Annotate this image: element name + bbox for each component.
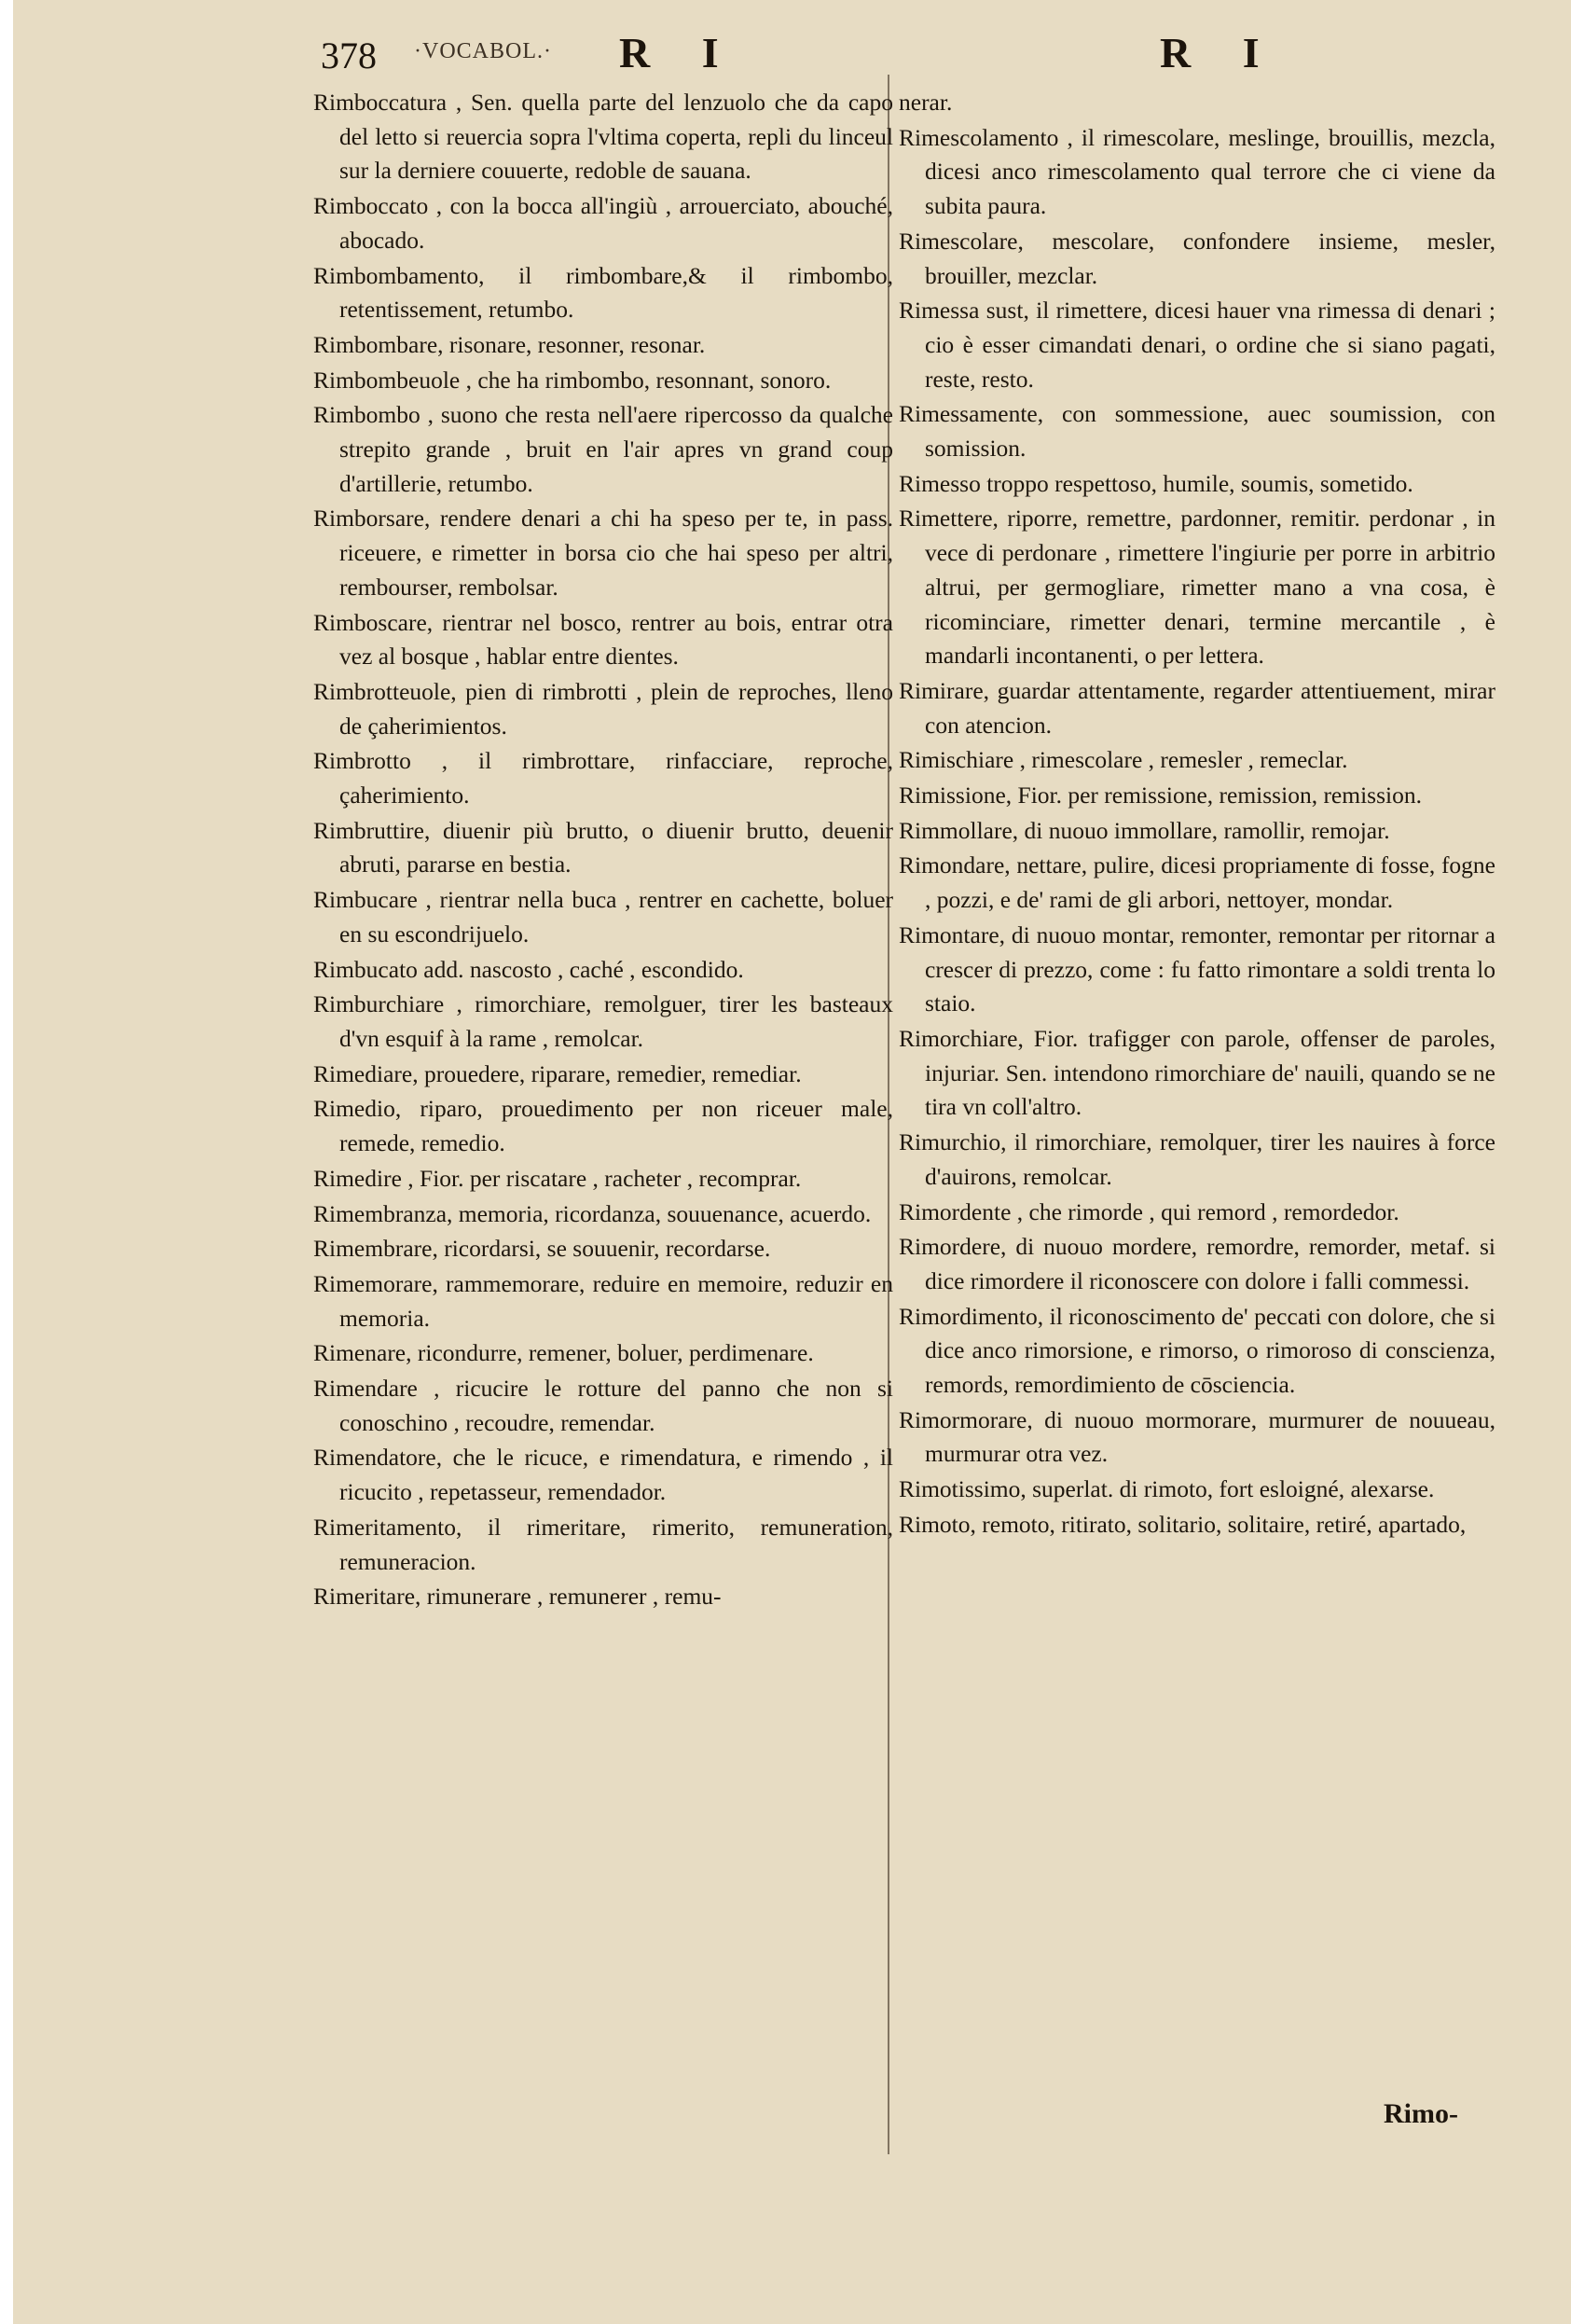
dictionary-entry: Rimenare, ricondurre, remener, boluer, perdimenare.: [313, 1339, 814, 1367]
dictionary-entry: Rimedio, riparo, prouedimento per non riceuer male, remede, remedio.: [313, 1095, 893, 1157]
dictionary-entry: Rimbucare , rientrar nella buca , rentrer en cachette, boluer en su escondrijuelo.: [313, 886, 893, 948]
catchword: Rimo-: [1384, 2098, 1458, 2129]
dictionary-entry: Rimirare, guardar attentamente, regarder attentiuement, mirar con atencion.: [899, 676, 1495, 739]
dictionary-entry: Rimembrare, ricordarsi, se souuenir, recordarse.: [313, 1235, 771, 1263]
dictionary-entry: Rimendatore, che le ricuce, e rimendatura, e rimendo , il ricucito , repetasseur, remendador.: [313, 1444, 893, 1506]
dictionary-entry: Rimischiare , rimescolare , remesler , remeclar.: [899, 746, 1348, 774]
left-running-head: R I: [619, 29, 739, 76]
dictionary-entry: Rimeritamento, il rimeritare, rimerito, remuneration, remuneracion.: [313, 1513, 893, 1575]
dictionary-entry: Rimoto, remoto, ritirato, solitario, solitaire, retiré, apartado,: [899, 1510, 1467, 1538]
dictionary-entry: Rimesso troppo respettoso, humile, soumis, sometido.: [899, 469, 1413, 497]
dictionary-entry: Rimbombare, risonare, resonner, resonar.: [313, 330, 706, 358]
book-page: [13, 0, 1571, 2324]
dictionary-entry: Rimbrotteuole, pien di rimbrotti , plein de reproches, lleno de çaherimientos.: [313, 677, 893, 740]
right-running-head: R I: [1160, 29, 1280, 76]
dictionary-entry: Rimordimento, il riconoscimento de' peccati con dolore, che si dice anco rimorsione, e rimorso, o rimoroso di conscienza, remords, remordimiento de cōsciencia.: [899, 1302, 1495, 1399]
dictionary-entry: Rimbruttire, diuenir più brutto, o diuenir brutto, deuenir abruti, pararse en bestia.: [313, 816, 893, 878]
dictionary-entry: Rimorchiare, Fior. trafigger con parole, offenser de paroles, injuriar. Sen. intendono rimorchiare de' nauili, quando se ne tira vn coll'altro.: [899, 1024, 1495, 1121]
dictionary-entry: Rimbombamento, il rimbombare,& il rimbombo, retentissement, retumbo.: [313, 261, 893, 324]
dictionary-entry: nerar.: [899, 89, 953, 116]
dictionary-entry: Rimbombo , suono che resta nell'aere ripercosso da qualche strepito grande , bruit en l'air apres vn grand coup d'artillerie, retumbo.: [313, 401, 893, 497]
dictionary-entry: Rimondare, nettare, pulire, dicesi propriamente di fosse, fogne , pozzi, e de' rami de gli arbori, nettoyer, mondar.: [899, 851, 1495, 914]
dictionary-entry: Rimeritare, rimunerare , remunerer , remu-: [313, 1583, 722, 1611]
right-column: [899, 86, 1495, 1543]
dictionary-entry: Rimbucato add. nascosto , caché , escondido.: [313, 955, 744, 983]
dictionary-entry: Rimbrotto , il rimbrottare, rinfacciare, reproche, çaherimiento.: [313, 747, 893, 809]
page-header: [13, 28, 1571, 84]
dictionary-entry: Rimboscare, rientrar nel bosco, rentrer au bois, entrar otra vez al bosque , hablar entre dientes.: [313, 608, 893, 671]
dictionary-entry: Rimordente , che rimorde , qui remord , remordedor.: [899, 1197, 1399, 1225]
dictionary-entry: Rimontare, di nuouo montar, remonter, remontar per ritornar a crescer di prezzo, come : fu fatto rimontare a soldi trenta lo staio.: [899, 920, 1495, 1017]
dictionary-entry: Rimordere, di nuouo mordere, remordre, remorder, metaf. si dice rimordere il riconoscere con dolore i falli commessi.: [899, 1233, 1495, 1294]
left-column: [313, 86, 893, 1615]
dictionary-entry: Rimboccato , con la bocca all'ingiù , arrouerciato, abouché, abocado.: [313, 192, 893, 254]
dictionary-entry: Rimessamente, con sommessione, auec soumission, con somission.: [899, 400, 1495, 463]
dictionary-entry: Rimurchio, il rimorchiare, remolquer, tirer les nauires à force d'auirons, remolcar.: [899, 1128, 1495, 1190]
header-ornament: ·VOCABOL.·: [414, 39, 552, 63]
dictionary-entry: Rimendare , ricucire le rotture del panno che non si conoschino , recoudre, remendar.: [313, 1375, 893, 1436]
dictionary-entry: Rimediare, prouedere, riparare, remedier, remediar.: [313, 1059, 802, 1087]
dictionary-entry: Rimemorare, rammemorare, reduire en memoire, reduzir en memoria.: [313, 1269, 893, 1332]
page-number: 378: [321, 35, 377, 76]
dictionary-entry: Rimissione, Fior. per remissione, remission, remission.: [899, 782, 1422, 809]
dictionary-entry: Rimettere, riporre, remettre, pardonner, remitir. perdonar , in vece di perdonare , rimettere l'ingiurie per porre in arbitrio altrui, per germogliare, rimetter mano a vna cosa, è ricominciare, rimetter denari, termine mercantile , è mandarli incontanenti, o per lettera.: [899, 505, 1495, 670]
dictionary-entry: Rimessa sust, il rimettere, dicesi hauer vna rimessa di denari ; cio è esser cimandati denari, o ordine che si siano pagati, reste, resto.: [899, 297, 1495, 393]
dictionary-entry: Rimboccatura , Sen. quella parte del lenzuolo che da capo del letto si reuercia sopra l'vltima coperta, repli du linceul sur la derniere couuerte, redoble de sauana.: [313, 89, 893, 185]
dictionary-entry: Rimotissimo, superlat. di rimoto, fort esloigné, alexarse.: [899, 1475, 1435, 1503]
dictionary-entry: Rimormorare, di nuouo mormorare, murmurer de nouueau, murmurar otra vez.: [899, 1405, 1495, 1468]
dictionary-entry: Rimescolamento , il rimescolare, meslinge, brouillis, mezcla, dicesi anco rimescolamento qual terrore che ci viene da subita paura.: [899, 123, 1495, 220]
dictionary-entry: Rimmollare, di nuouo immollare, ramollir, remojar.: [899, 816, 1390, 844]
dictionary-entry: Rimborsare, rendere denari a chi ha speso per te, in pass. riceuere, e rimetter in borsa cio che hai speso per altri, rembourser, rembolsar.: [313, 505, 893, 601]
dictionary-entry: Rimbombeuole , che ha rimbombo, resonnant, sonoro.: [313, 366, 832, 394]
dictionary-entry: Rimedire , Fior. per riscatare , racheter , recomprar.: [313, 1164, 802, 1192]
dictionary-entry: Rimembranza, memoria, ricordanza, souuenance, acuerdo.: [313, 1199, 872, 1227]
dictionary-entry: Rimburchiare , rimorchiare, remolguer, tirer les basteaux d'vn esquif à la rame , remolcar.: [313, 990, 893, 1052]
dictionary-entry: Rimescolare, mescolare, confondere insieme, mesler, brouiller, mezclar.: [899, 227, 1495, 289]
